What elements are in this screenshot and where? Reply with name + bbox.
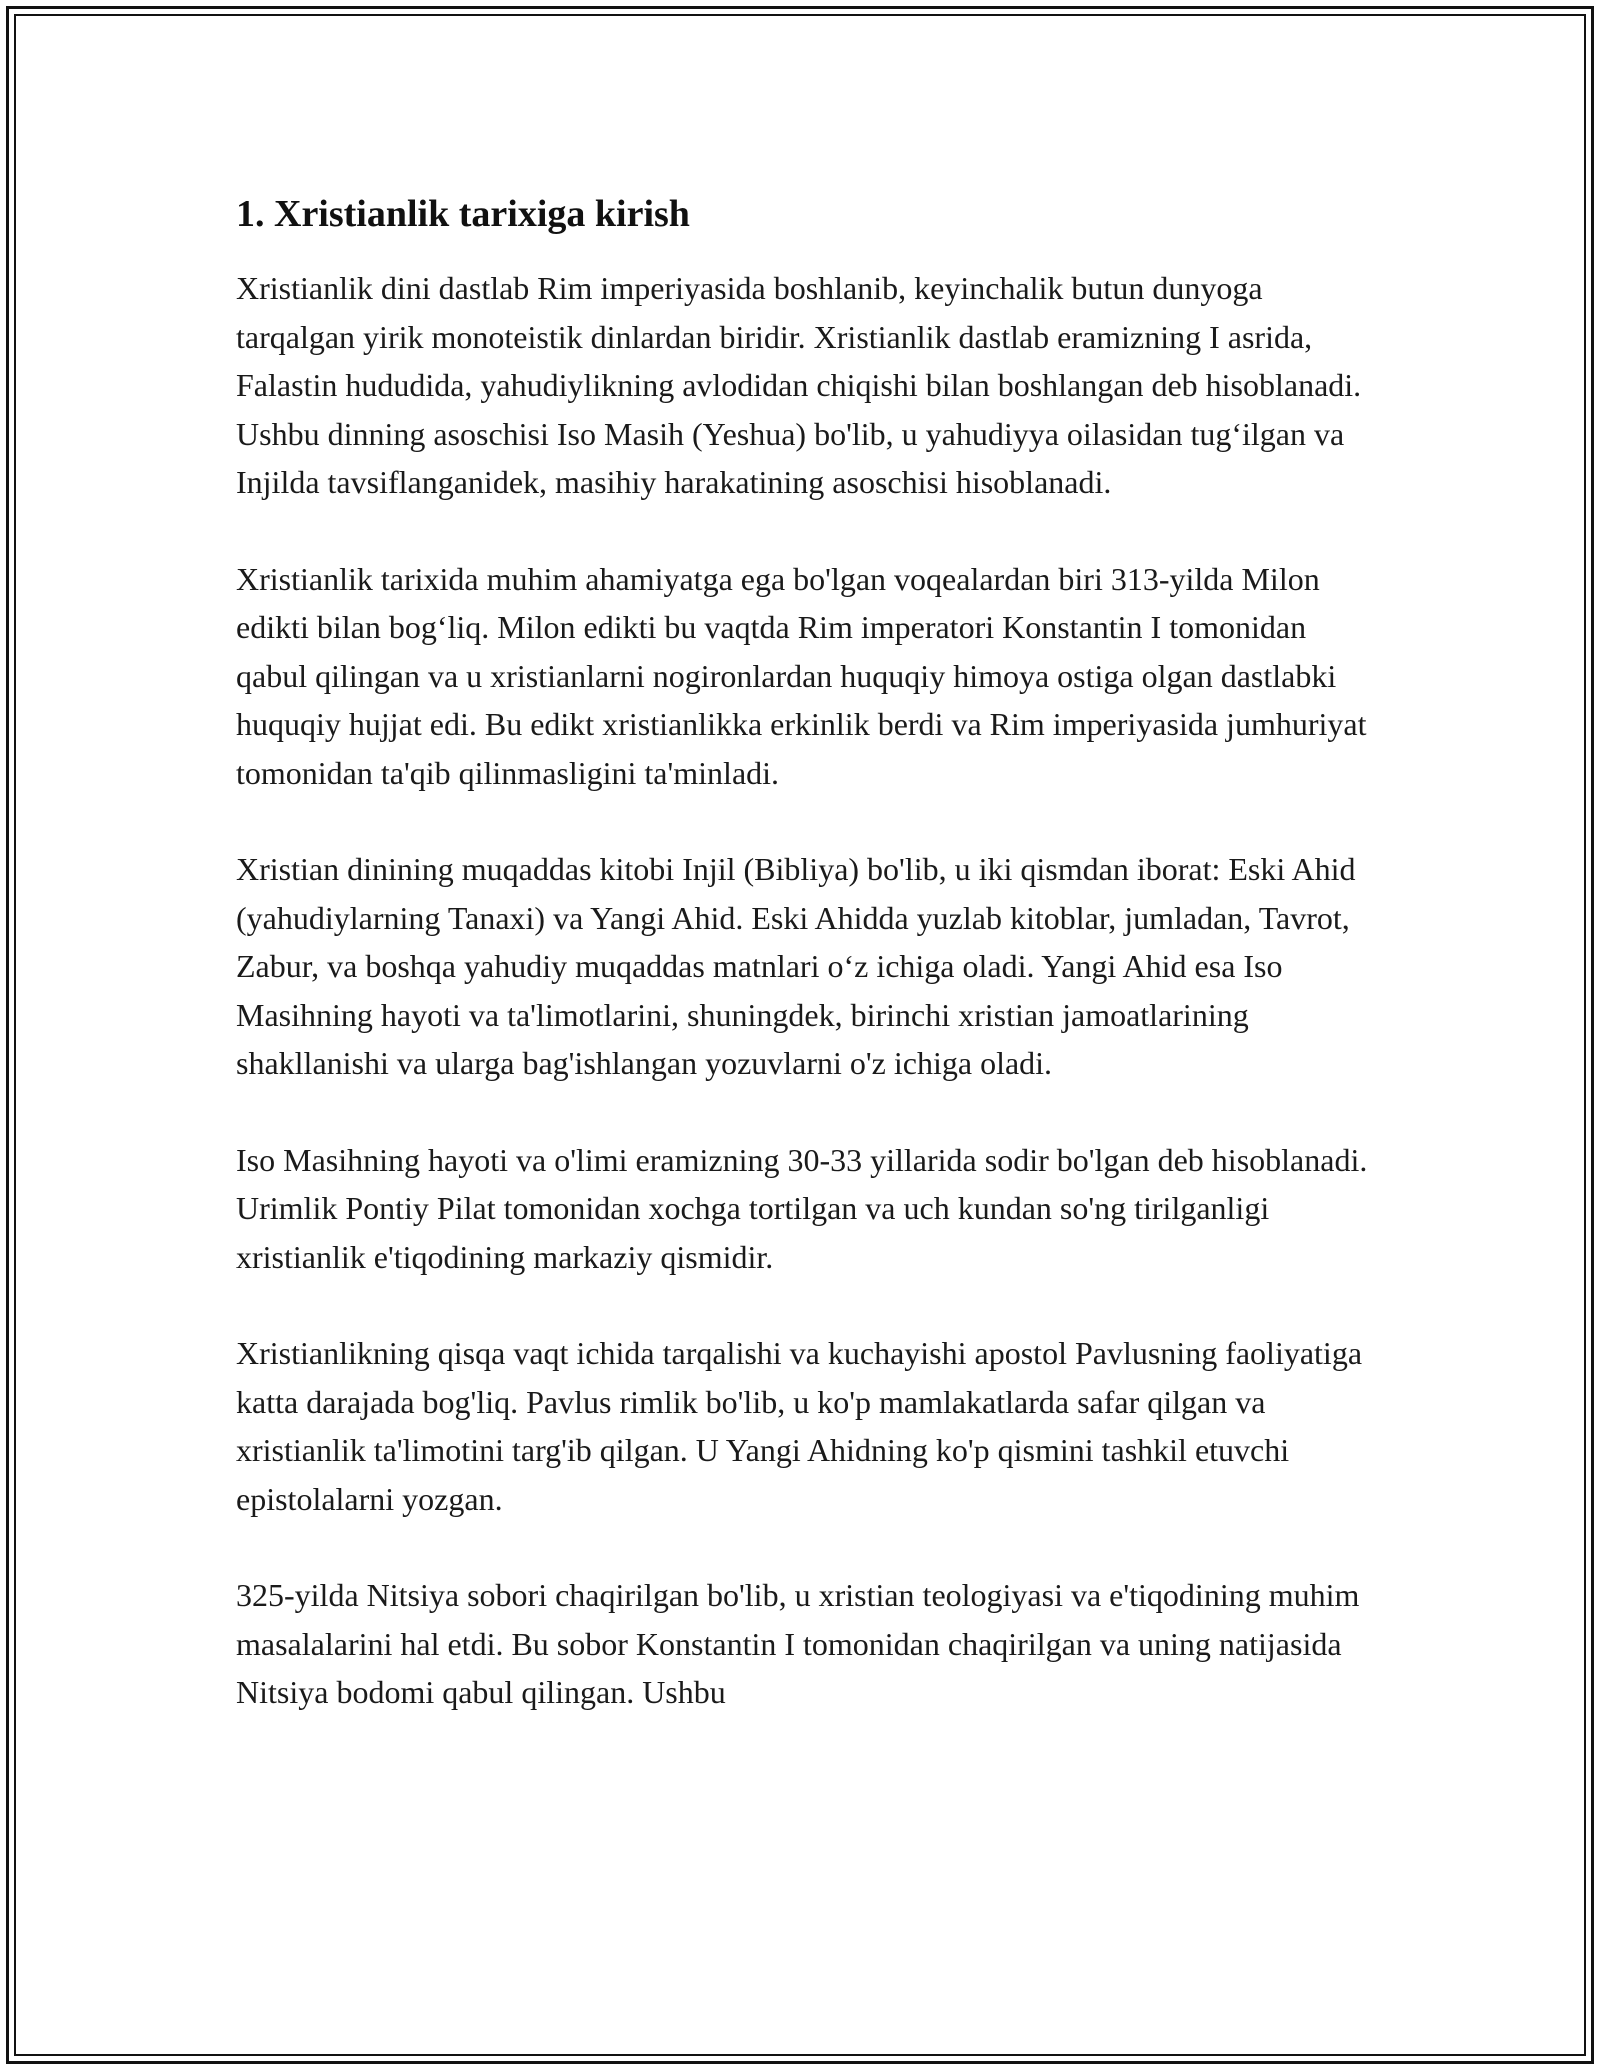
paragraph-milan-edict: Xristianlik tarixida muhim ahamiyatga ega bo'lgan voqealardan biri 313-yilda Milon edikti bilan bog‘liq. Milon edikti bu vaqtda Rim imperatori Konstantin I tomonidan qabul qilingan va u xristianlarni nogironlardan huquqiy himoya ostiga olgan dastlabki huquqiy hujjat edi. Bu edikt xristianlikka erkinlik berdi va Rim imperiyasida jumhuriyat tomonidan ta'qib qilinmasligini ta'minladi. — [236, 560, 1367, 791]
section-heading: 1. Xristianlik tarixiga kirish — [236, 193, 690, 235]
paragraph-nicaea-council: 325-yilda Nitsiya sobori chaqirilgan bo'lib, u xristian teologiyasi va e'tiqodining muhim masalalarini hal etdi. Bu sobor Konstantin I tomonidan chaqirilgan va uning natijasida Nitsiya bodomi qabul qilingan. Ushbu — [236, 1577, 1360, 1710]
document-body — [236, 186, 1376, 1765]
paragraph-apostle-paul: Xristianlikning qisqa vaqt ichida tarqalishi va kuchayishi apostol Pavlusning faoliyatiga katta darajada bog'liq. Pavlus rimlik bo'lib, u ko'p mamlakatlarda safar qilgan va xristianlik ta'limotini targ'ib qilgan. U Yangi Ahidning ko'p qismini tashkil etuvchi epistolalarni yozgan. — [236, 1335, 1363, 1517]
paragraph-jesus-life: Iso Masihning hayoti va o'limi eramizning 30-33 yillarida sodir bo'lgan deb hisoblanadi. Urimlik Pontiy Pilat tomonidan xochga tortilgan va uch kundan so'ng tirilganligi xristianlik e'tiqodining markaziy qismidir. — [236, 1141, 1368, 1275]
paragraph-bible: Xristian dinining muqaddas kitobi Injil (Bibliya) bo'lib, u iki qismdan iborat: Eski Ahid (yahudiylarning Tanaxi) va Yangi Ahid. Eski Ahidda yuzlab kitoblar, jumladan, Tavrot, Zabur, va boshqa yahudiy muqaddas matnlari o‘z ichiga oladi. Yangi Ahid esa Iso Masihning hayoti va ta'limotlarini, shuningdek, birinchi xristian jamoatlarining shakllanishi va ularga bag'ishlangan yozuvlarni o'z ichiga oladi. — [236, 851, 1356, 1081]
paragraph-intro: Xristianlik dini dastlab Rim imperiyasida boshlanib, keyinchalik butun dunyoga tarqalgan yirik monoteistik dinlardan biridir. Xristianlik dastlab eramizning I asrida, Falastin hududida, yahudiylikning avlodidan chiqishi bilan boshlangan deb hisoblanadi. Ushbu dinning asoschisi Iso Masih (Yeshua) bo'lib, u yahudiyya oilasidan tug‘ilgan va Injilda tavsiflanganidek, masihiy harakatining asoschisi hisoblanadi. — [236, 270, 1362, 500]
